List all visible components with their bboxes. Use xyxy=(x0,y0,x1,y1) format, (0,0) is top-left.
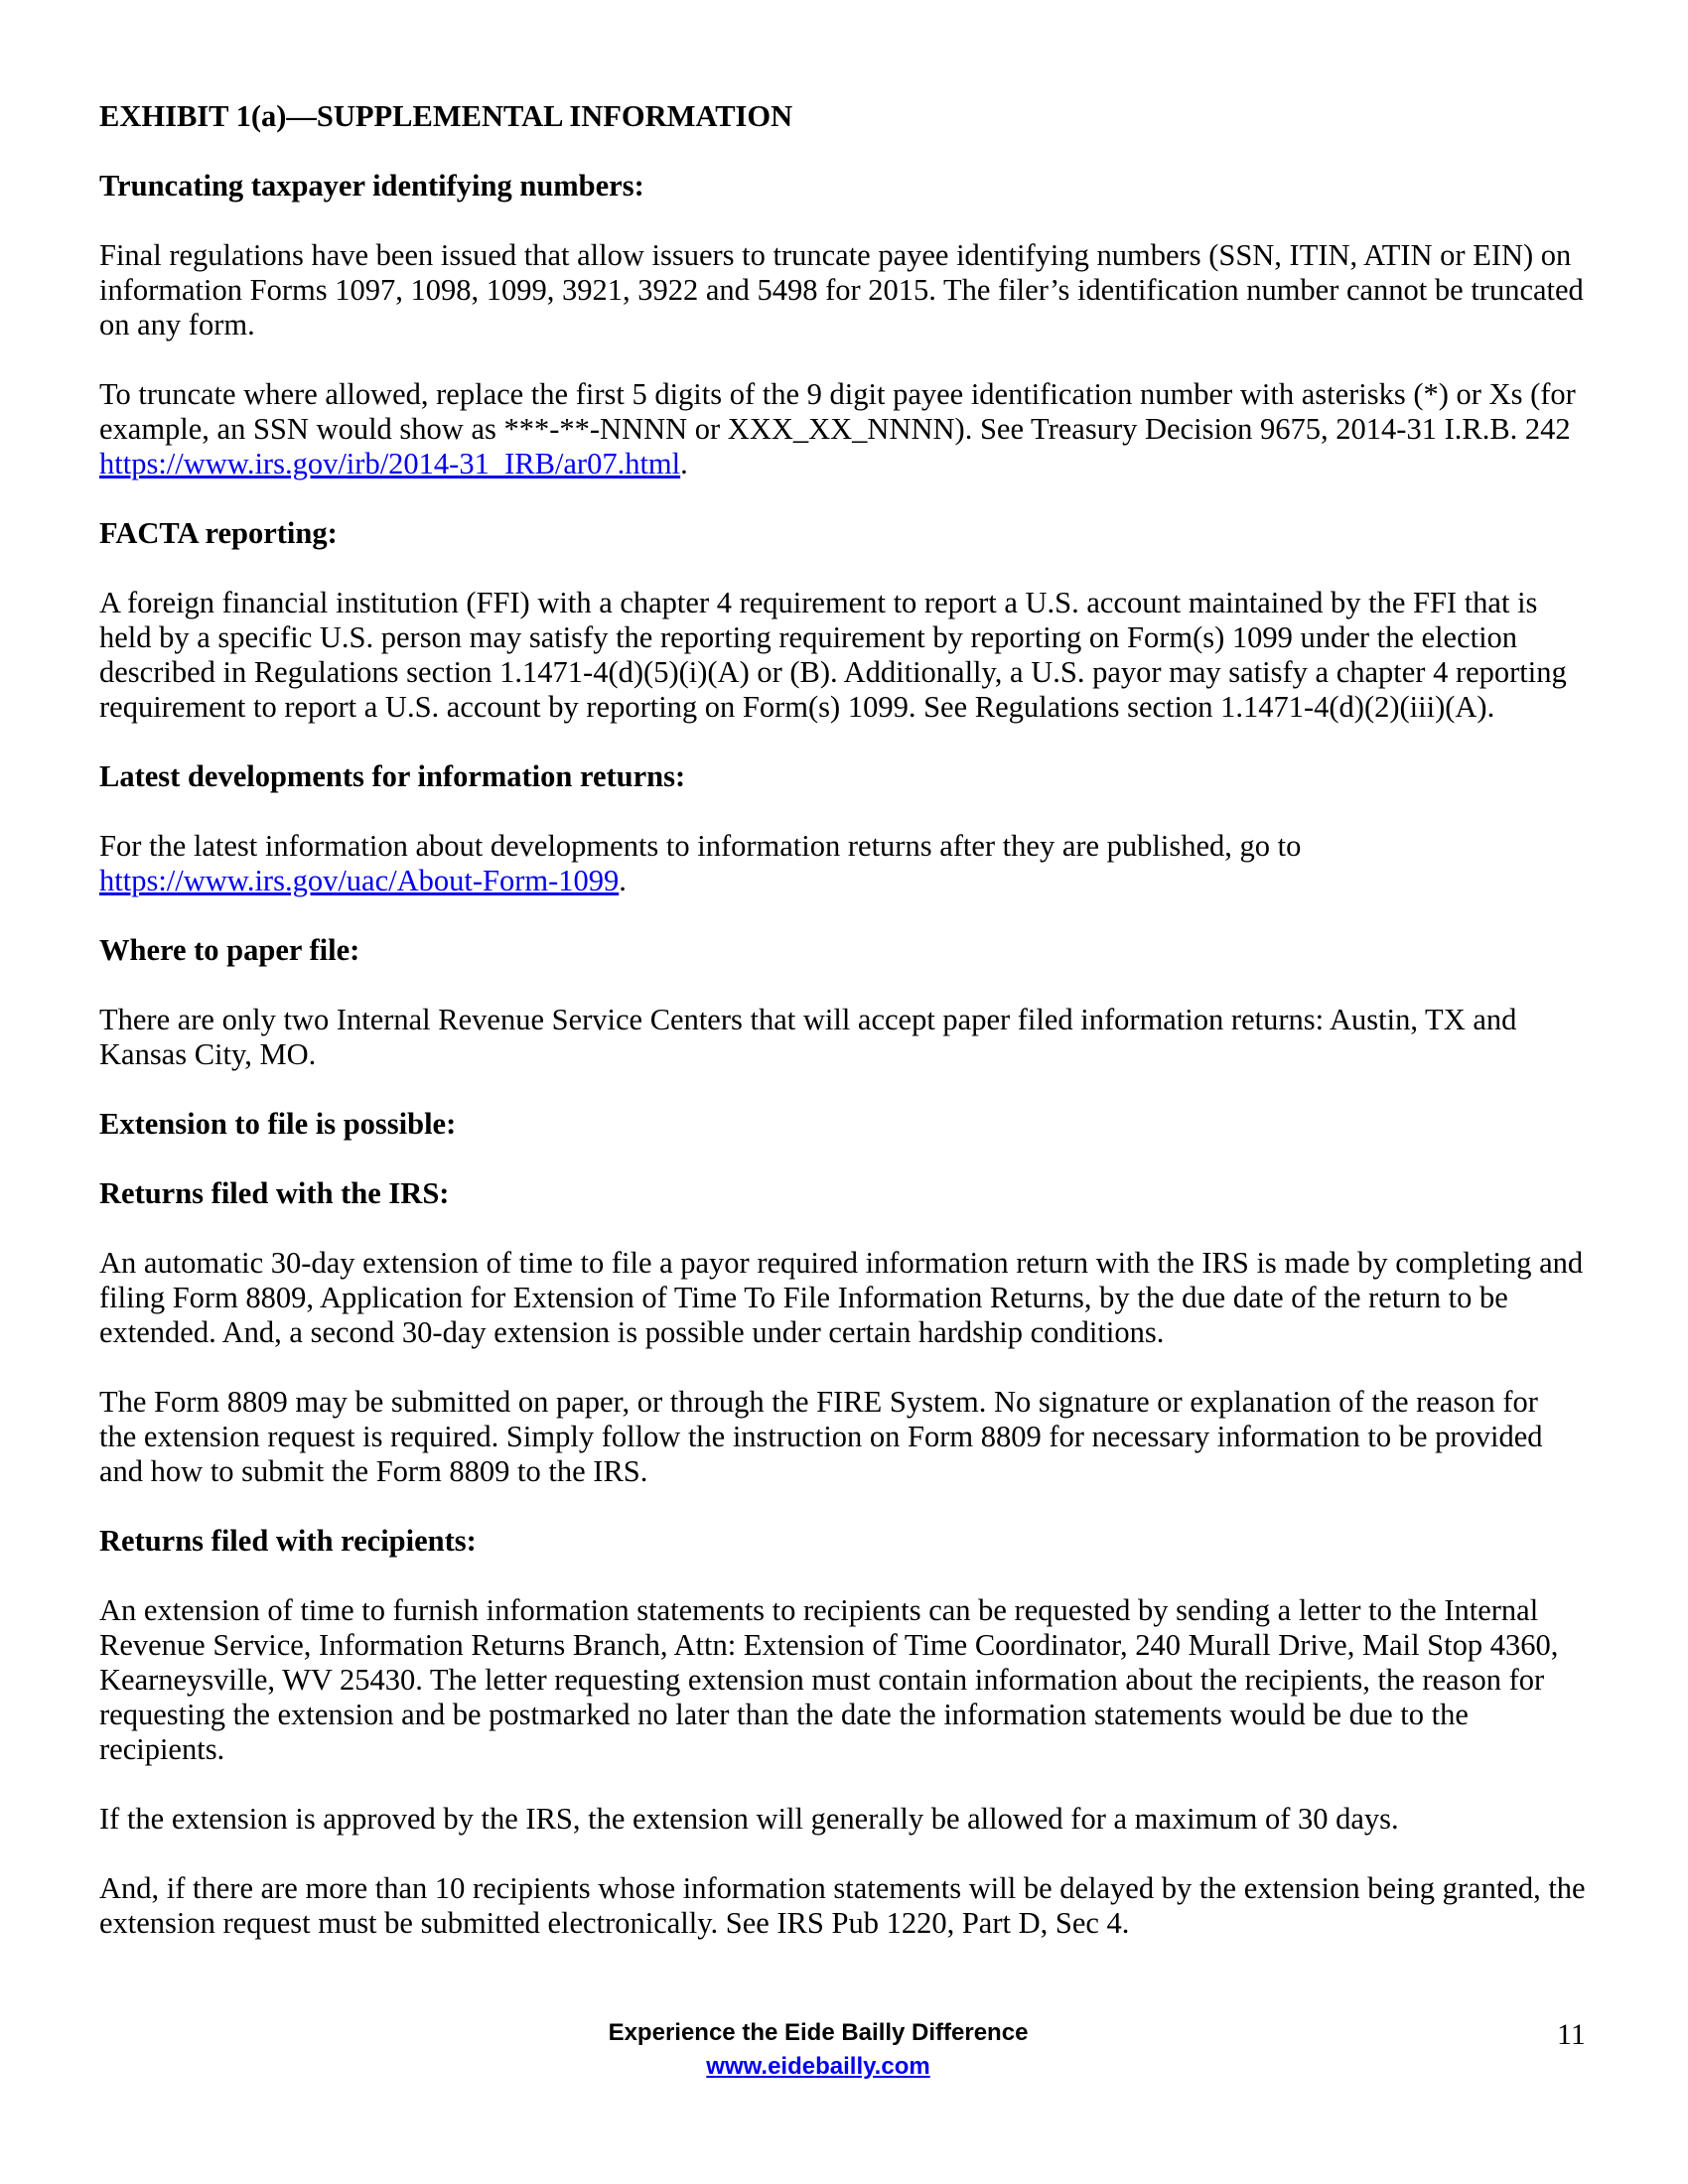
text-line: Latest developments for information returns: xyxy=(99,759,686,793)
paragraph xyxy=(99,1246,1609,1350)
section-heading xyxy=(99,759,1609,794)
section-heading xyxy=(99,169,1609,204)
text-line: Kansas City, MO. xyxy=(99,1037,317,1071)
text-line: And, if there are more than 10 recipients whose information statements will be delayed by the extension being granted, the xyxy=(99,1871,1586,1905)
page-number: 11 xyxy=(1557,2018,1586,2051)
paragraph xyxy=(99,1871,1609,1941)
footer-tagline: Experience the Eide Bailly Difference xyxy=(608,2019,1029,2046)
paragraph xyxy=(99,1385,1609,1489)
paragraph xyxy=(99,1593,1609,1767)
text-line: and how to submit the Form 8809 to the IRS. xyxy=(99,1454,648,1488)
text-line: information Forms 1097, 1098, 1099, 3921, 3922 and 5498 for 2015. The filer’s identification number cannot be truncated xyxy=(99,273,1584,307)
text-line: held by a specific U.S. person may satisfy the reporting requirement by reporting on Form(s) 1099 under the election xyxy=(99,620,1518,654)
text-line: on any form. xyxy=(99,308,255,341)
text-line: The Form 8809 may be submitted on paper, or through the FIRE System. No signature or explanation of the reason for xyxy=(99,1385,1538,1419)
section-heading xyxy=(99,99,1609,134)
punctuation: . xyxy=(619,864,627,897)
text-line: extended. And, a second 30-day extension is possible under certain hardship conditions. xyxy=(99,1315,1165,1349)
text-line: Returns filed with the IRS: xyxy=(99,1176,450,1210)
paragraph xyxy=(99,238,1609,342)
paragraph xyxy=(99,829,1609,898)
text-line: example, an SSN would show as ***-**-NNNN or XXX_XX_NNNN). See Treasury Decision 9675, 2014-31 I.R.B. 242 xyxy=(99,412,1571,446)
section-heading xyxy=(99,933,1609,968)
text-line: An extension of time to furnish information statements to recipients can be requested by sending a letter to the Internal xyxy=(99,1593,1539,1627)
url-link[interactable]: https://www.irs.gov/uac/About-Form-1099 xyxy=(99,864,620,897)
text-line: Returns filed with recipients: xyxy=(99,1524,477,1558)
text-line: A foreign financial institution (FFI) with a chapter 4 requirement to report a U.S. account maintained by the FFI that is xyxy=(99,586,1538,619)
text-line: Revenue Service, Information Returns Branch, Attn: Extension of Time Coordinator, 240 Murall Drive, Mail Stop 4360, xyxy=(99,1628,1559,1662)
document-body xyxy=(99,99,1609,1976)
link-line xyxy=(99,864,1609,898)
section-heading xyxy=(99,1524,1609,1559)
text-line: the extension request is required. Simply follow the instruction on Form 8809 for necessary information to be provided xyxy=(99,1420,1543,1453)
text-line: FACTA reporting: xyxy=(99,516,338,550)
section-heading xyxy=(99,1176,1609,1211)
footer xyxy=(0,2016,1636,2084)
text-line: There are only two Internal Revenue Service Centers that will accept paper filed information returns: Austin, TX and xyxy=(99,1003,1517,1036)
footer-website-link[interactable]: www.eidebailly.com xyxy=(706,2053,930,2080)
text-line: extension request must be submitted electronically. See IRS Pub 1220, Part D, Sec 4. xyxy=(99,1906,1130,1940)
punctuation: . xyxy=(680,447,688,480)
text-line: To truncate where allowed, replace the first 5 digits of the 9 digit payee identification number with asterisks (*) or Xs (for xyxy=(99,377,1576,411)
url-link[interactable]: https://www.irs.gov/irb/2014-31_IRB/ar07.html xyxy=(99,447,681,480)
text-line: filing Form 8809, Application for Extension of Time To File Information Returns, by the due date of the return to be xyxy=(99,1281,1508,1314)
paragraph xyxy=(99,586,1609,725)
paragraph xyxy=(99,1802,1609,1837)
text-line: EXHIBIT 1(a)—SUPPLEMENTAL INFORMATION xyxy=(99,99,793,133)
text-line: If the extension is approved by the IRS, the extension will generally be allowed for a maximum of 30 days. xyxy=(99,1802,1399,1836)
text-line: recipients. xyxy=(99,1732,225,1766)
text-line: Truncating taxpayer identifying numbers: xyxy=(99,169,644,203)
section-heading xyxy=(99,516,1609,551)
text-line: Kearneysville, WV 25430. The letter requesting extension must contain information about the recipients, the reason for xyxy=(99,1663,1545,1697)
section-heading xyxy=(99,1107,1609,1142)
text-line: For the latest information about developments to information returns after they are published, go to xyxy=(99,829,1302,863)
link-line xyxy=(99,447,1609,481)
paragraph xyxy=(99,377,1609,481)
text-line: described in Regulations section 1.1471-4(d)(5)(i)(A) or (B). Additionally, a U.S. payor may satisfy a chapter 4 reporting xyxy=(99,655,1567,689)
text-line: An automatic 30-day extension of time to file a payor required information return with the IRS is made by completing and xyxy=(99,1246,1584,1280)
text-line: requirement to report a U.S. account by reporting on Form(s) 1099. See Regulations section 1.1471-4(d)(2)(iii)(A). xyxy=(99,690,1495,724)
text-line: requesting the extension and be postmarked no later than the date the information statements would be due to the xyxy=(99,1698,1469,1731)
paragraph xyxy=(99,1003,1609,1072)
text-line: Extension to file is possible: xyxy=(99,1107,457,1141)
text-line: Where to paper file: xyxy=(99,933,360,967)
text-line: Final regulations have been issued that allow issuers to truncate payee identifying numbers (SSN, ITIN, ATIN or EIN) on xyxy=(99,238,1572,272)
